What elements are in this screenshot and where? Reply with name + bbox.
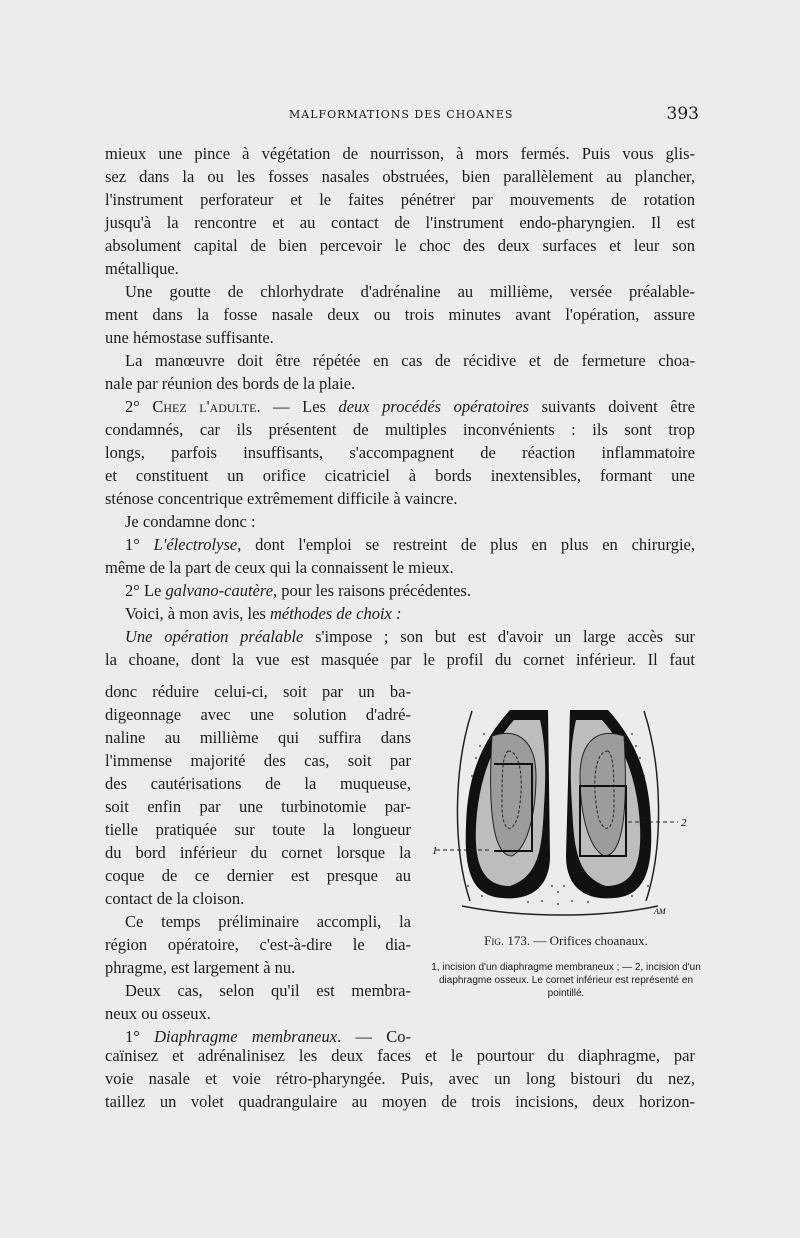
text-line: La manœuvre doit être répétée en cas de récidive et de fermeture choa-	[125, 351, 695, 370]
list-item-galvano	[105, 579, 695, 602]
page-number: 393	[666, 104, 699, 124]
text-run: Voici, à mon avis, les	[125, 604, 270, 623]
text-line: coque de ce dernier est presque au	[105, 866, 411, 885]
list-item-electrolyse	[105, 533, 695, 556]
text-line: métallique.	[105, 259, 179, 278]
label-1: 1	[432, 845, 438, 857]
text-line: mieux une pince à végétation de nourrisson, à mors fermés. Puis vous glis-	[105, 144, 695, 163]
text-line: même de la part de ceux qui la connaissent le mieux.	[105, 558, 454, 577]
text-line: une hémostase suffisante.	[105, 328, 274, 347]
text-line: contact de la cloison.	[105, 889, 245, 908]
figure-note: 1, incision d'un diaphragme membraneux ; — 2, incision d'un diaphragme osseux. Le cornet inférieur est représenté en pointillé.	[431, 962, 701, 999]
section-dash: . — Les	[256, 397, 339, 416]
text-run: s'impose ; son but est d'avoir un large accès sur	[303, 627, 695, 646]
choanae-figure	[432, 706, 698, 916]
figure-number: Fig. 173.	[484, 933, 531, 948]
section-heading-adulte	[105, 395, 695, 418]
text-line: sez dans la ou les fosses nasales obstruées, bien parallèlement au plancher,	[105, 167, 695, 186]
text-line: condamnés, car ils présentent de multiples inconvénients : ils sont trop	[105, 420, 695, 439]
emphasis-text: deux procédés opératoires	[338, 397, 530, 416]
figure-title: — Orifices choanaux.	[530, 933, 648, 948]
text-line: l'instrument perforateur et le faites pénétrer par mouvements de rotation	[105, 190, 695, 209]
item-number: 1°	[125, 1027, 155, 1046]
emphasis-text: L'électrolyse	[153, 535, 238, 554]
page-header	[105, 104, 699, 128]
item-number: 1°	[125, 535, 154, 554]
main-text-bottom	[105, 1044, 695, 1113]
text-line: jusqu'à la rencontre et au contact de l'instrument endo-pharyngien. Il est	[105, 213, 695, 232]
text-line: caïnisez et adrénalinisez les deux faces et le pourtour du diaphragme, par	[105, 1046, 695, 1065]
section-number: 2°	[125, 397, 153, 416]
running-title: MALFORMATIONS DES CHOANES	[289, 108, 514, 121]
text-line: soit enfin par une turbinotomie par-	[105, 797, 411, 816]
text-line-voici	[105, 602, 695, 625]
text-line: absolument capital de bien percevoir le choc des deux surfaces et leur son	[105, 236, 695, 255]
main-text-top	[105, 142, 695, 671]
text-line: neux ou osseux.	[105, 1004, 211, 1023]
text-line: du bord inférieur du cornet lorsque la	[105, 843, 411, 862]
item-number: 2° Le	[125, 581, 166, 600]
text-line: voie nasale et voie rétro-pharyngée. Puis, avec un long bistouri du nez,	[105, 1069, 695, 1088]
text-line: des cautérisations de la muqueuse,	[105, 774, 411, 793]
artist-signature: AM	[654, 907, 666, 916]
figure-caption	[432, 933, 700, 949]
emphasis-text: galvano-cautère	[165, 581, 274, 600]
text-line-operation	[105, 625, 695, 648]
emphasis-text: Diaphragme membraneux	[154, 1027, 338, 1046]
text-run: , dont l'emploi se restreint de plus en plus en chirurgie,	[237, 535, 695, 554]
text-line: nale par réunion des bords de la plaie.	[105, 374, 356, 393]
text-run: suivants doivent être	[529, 397, 695, 416]
text-line: Ce temps préliminaire accompli, la	[125, 912, 411, 931]
floor-line	[462, 906, 658, 915]
text-line: Une goutte de chlorhydrate d'adrénaline au millième, versée préalable-	[125, 282, 695, 301]
text-line: sténose concentrique extrêmement difficile à vaincre.	[105, 489, 458, 508]
text-line: Deux cas, selon qu'il est membra-	[125, 981, 411, 1000]
text-line: phragme, est largement à nu.	[105, 958, 296, 977]
emphasis-text: méthodes de choix :	[269, 604, 402, 623]
wrapped-text-column	[105, 680, 411, 1048]
text-line: région opératoire, c'est-à-dire le dia-	[105, 935, 411, 954]
text-line: taillez un volet quadrangulaire au moyen de trois incisions, deux horizon-	[105, 1092, 695, 1111]
text-run: , pour les raisons précédentes.	[273, 581, 471, 600]
label-2: 2	[681, 817, 687, 829]
text-line: digeonnage avec une solution d'adré-	[105, 705, 411, 724]
text-line: donc réduire celui-ci, soit par un ba-	[105, 682, 411, 701]
text-line: naline au millième qui suffira dans	[105, 728, 411, 747]
choanae-illustration	[432, 706, 698, 916]
text-line: Je condamne donc :	[125, 512, 256, 531]
text-line: longs, parfois insuffisants, s'accompagnent de réaction inflammatoire	[105, 443, 695, 462]
text-line: ment dans la fosse nasale deux ou trois minutes avant l'opération, assure	[105, 305, 695, 324]
text-run: . — Co-	[337, 1027, 411, 1046]
emphasis-text: Une opération préalable	[125, 627, 304, 646]
text-line: la choane, dont la vue est masquée par le profil du cornet inférieur. Il faut	[105, 650, 695, 669]
text-line: l'immense majorité des cas, soit par	[105, 751, 411, 770]
section-title: Chez l'adulte	[152, 397, 257, 416]
text-line: tielle pratiquée sur toute la longueur	[105, 820, 411, 839]
text-line: et constituent un orifice cicatriciel à bords inextensibles, formant une	[105, 466, 695, 485]
